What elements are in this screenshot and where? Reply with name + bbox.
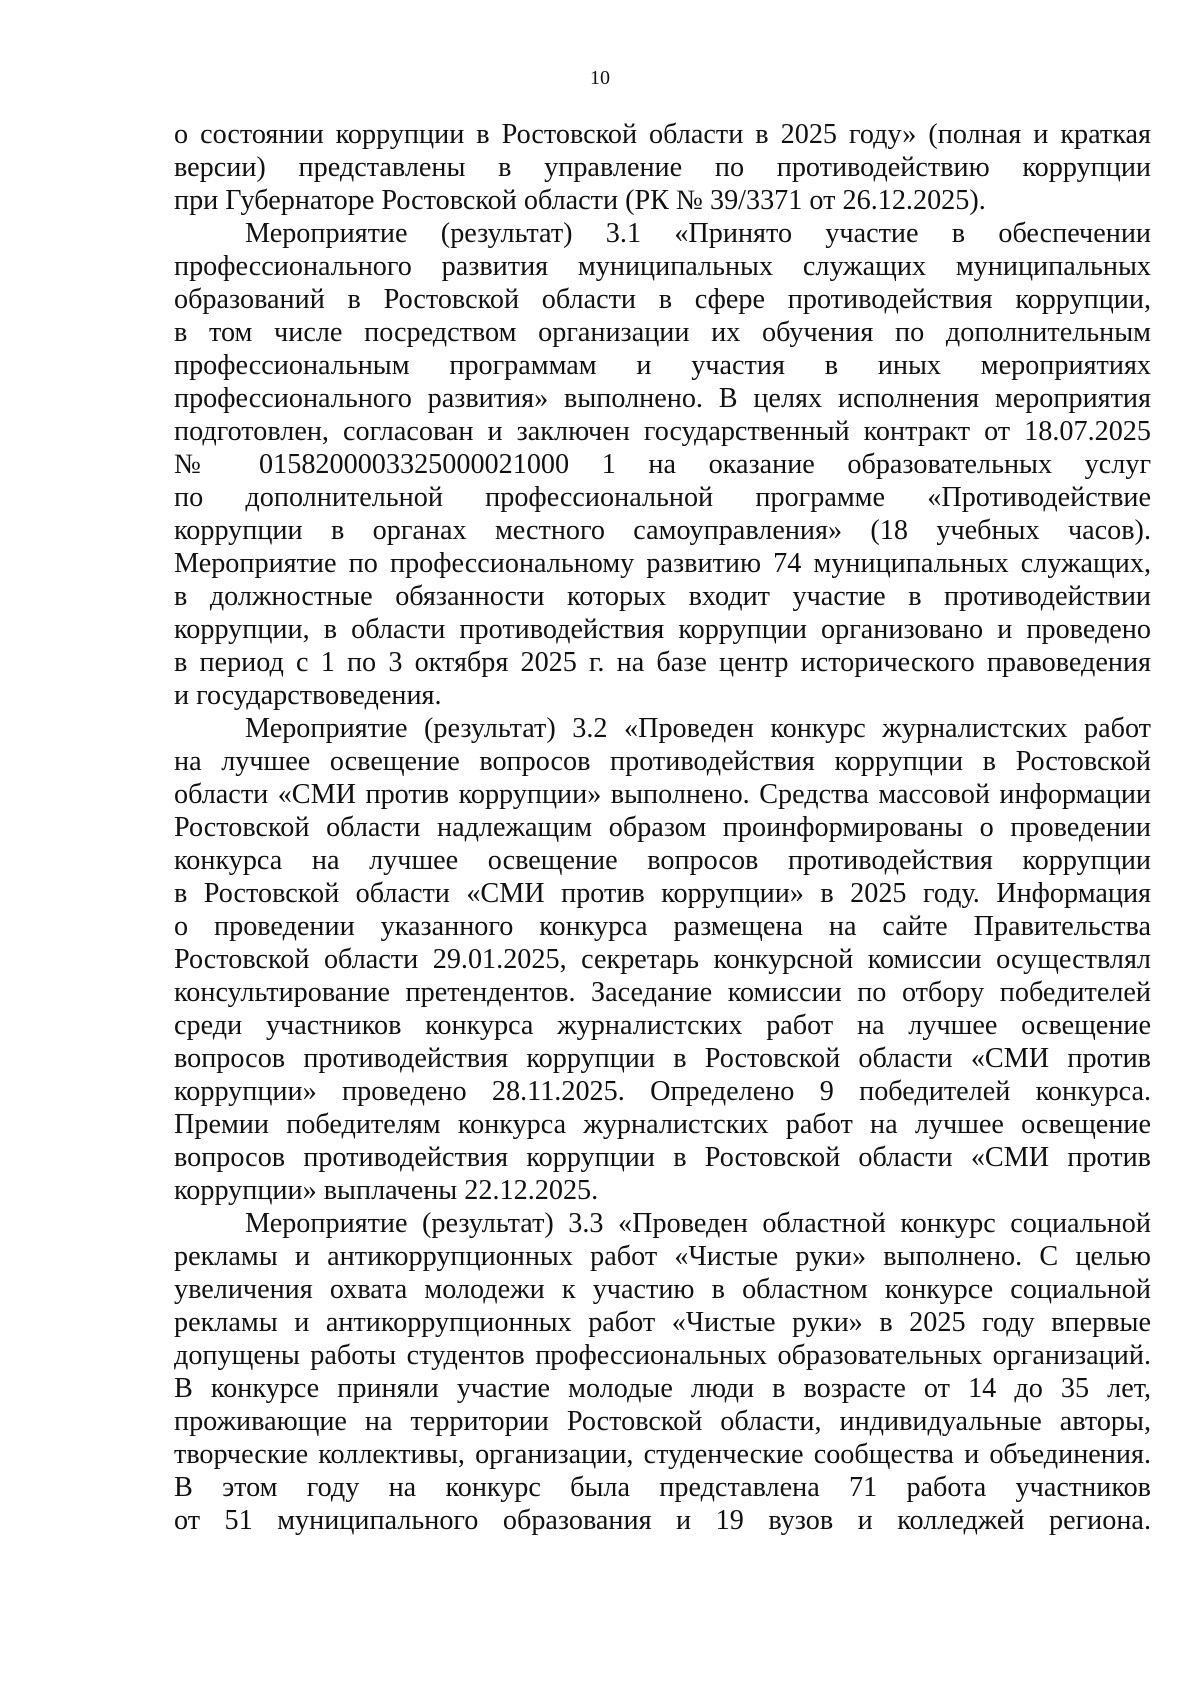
- text-line: образований в Ростовской области в сфере противодействия коррупции,: [174, 284, 1151, 315]
- text-line: в Ростовской области «СМИ против коррупции» в 2025 году. Информация: [174, 878, 1151, 909]
- text-line: Мероприятие по профессиональному развитию 74 муниципальных служащих,: [174, 548, 1151, 579]
- text-line: рекламы и антикоррупционных работ «Чистые руки» в 2025 году впервые: [174, 1307, 1151, 1338]
- text-line: профессиональным программам и участия в иных мероприятиях: [174, 350, 1151, 381]
- text-line: профессионального развития» выполнено. В целях исполнения мероприятия: [174, 383, 1151, 414]
- text-line: коррупции, в области противодействия коррупции организовано и проведено: [174, 614, 1151, 645]
- text-line: версии) представлены в управление по противодействию коррупции: [174, 152, 1151, 183]
- text-line: вопросов противодействия коррупции в Ростовской области «СМИ против: [174, 1043, 1151, 1074]
- text-line: проживающие на территории Ростовской области, индивидуальные авторы,: [174, 1406, 1151, 1437]
- text-line: допущены работы студентов профессиональных образовательных организаций.: [174, 1340, 1151, 1371]
- text-line: увеличения охвата молодежи к участию в областном конкурсе социальной: [174, 1274, 1151, 1305]
- page-number: 10: [590, 67, 610, 89]
- text-line: коррупции» выплачены 22.12.2025.: [174, 1175, 599, 1206]
- text-line: среди участников конкурса журналистских работ на лучшее освещение: [174, 1010, 1151, 1041]
- text-line: рекламы и антикоррупционных работ «Чистые руки» выполнено. С целью: [174, 1241, 1151, 1272]
- text-line: В этом году на конкурс была представлена 71 работа участников: [174, 1472, 1151, 1503]
- paragraph-start-line: Мероприятие (результат) 3.3 «Проведен областной конкурс социальной: [245, 1208, 1151, 1239]
- text-line: при Губернаторе Ростовской области (РК № 39/3371 от 26.12.2025).: [174, 185, 986, 216]
- text-line: творческие коллективы, организации, студенческие сообщества и объединения.: [174, 1439, 1151, 1470]
- text-line: № 0158200003325000021000 1 на оказание образовательных услуг: [174, 449, 1151, 480]
- document-body: [174, 118, 1151, 1537]
- text-line: в период с 1 по 3 октября 2025 г. на базе центр исторического правоведения: [174, 647, 1151, 678]
- text-line: Ростовской области надлежащим образом проинформированы о проведении: [174, 812, 1151, 843]
- text-line: коррупции» проведено 28.11.2025. Определено 9 победителей конкурса.: [174, 1076, 1151, 1107]
- text-line: области «СМИ против коррупции» выполнено. Средства массовой информации: [174, 779, 1151, 810]
- text-line: Ростовской области 29.01.2025, секретарь конкурсной комиссии осуществлял: [174, 944, 1151, 975]
- text-line: Премии победителям конкурса журналистских работ на лучшее освещение: [174, 1109, 1151, 1140]
- text-line: о состоянии коррупции в Ростовской области в 2025 году» (полная и краткая: [174, 119, 1151, 150]
- text-line: по дополнительной профессиональной программе «Противодействие: [174, 482, 1151, 513]
- text-line: консультирование претендентов. Заседание комиссии по отбору победителей: [174, 977, 1151, 1008]
- text-line: подготовлен, согласован и заключен государственный контракт от 18.07.2025: [174, 416, 1151, 447]
- paragraph-start-line: Мероприятие (результат) 3.1 «Принято участие в обеспечении: [245, 218, 1151, 249]
- paragraph-start-line: Мероприятие (результат) 3.2 «Проведен конкурс журналистских работ: [245, 713, 1151, 744]
- text-line: конкурса на лучшее освещение вопросов противодействия коррупции: [174, 845, 1151, 876]
- text-line: коррупции в органах местного самоуправления» (18 учебных часов).: [174, 515, 1151, 546]
- text-line: в должностные обязанности которых входит участие в противодействии: [174, 581, 1151, 612]
- text-line: о проведении указанного конкурса размещена на сайте Правительства: [174, 911, 1151, 942]
- text-line: на лучшее освещение вопросов противодействия коррупции в Ростовской: [174, 746, 1151, 777]
- text-line: от 51 муниципального образования и 19 вузов и колледжей региона.: [174, 1505, 1151, 1536]
- text-line: профессионального развития муниципальных служащих муниципальных: [174, 251, 1151, 282]
- text-line: вопросов противодействия коррупции в Ростовской области «СМИ против: [174, 1142, 1151, 1173]
- text-line: и государствоведения.: [174, 680, 442, 711]
- text-line: В конкурсе приняли участие молодые люди в возрасте от 14 до 35 лет,: [174, 1373, 1151, 1404]
- text-line: в том числе посредством организации их обучения по дополнительным: [174, 317, 1151, 348]
